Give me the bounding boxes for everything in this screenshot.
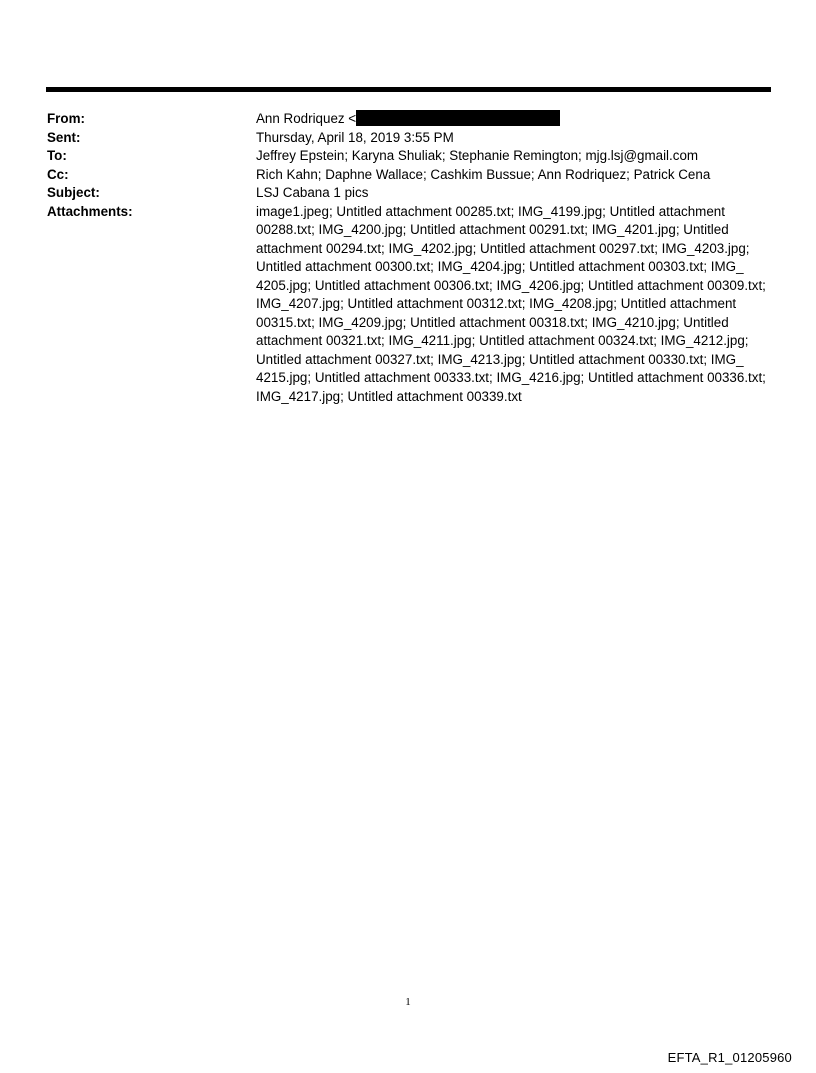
to-row — [47, 147, 772, 166]
attachments-line: 4205.jpg; Untitled attachment 00306.txt; IMG_4206.jpg; Untitled attachment 00309.txt; — [256, 277, 766, 293]
from-label: From: — [47, 111, 85, 126]
attachments-line: 00288.txt; IMG_4200.jpg; Untitled attachment 00291.txt; IMG_4201.jpg; Untitled — [256, 222, 729, 237]
attachments-line: attachment 00321.txt; IMG_4211.jpg; Untitled attachment 00324.txt; IMG_4212.jpg; — [256, 333, 749, 348]
attachments-value — [256, 203, 772, 407]
cc-label: Cc: — [47, 166, 69, 182]
to-value: Jeffrey Epstein; Karyna Shuliak; Stephanie Remington; mjg.lsj@gmail.com — [256, 148, 699, 163]
attachments-row — [47, 203, 772, 407]
attachments-line: image1.jpeg; Untitled attachment 00285.txt; IMG_4199.jpg; Untitled attachment — [256, 203, 725, 219]
attachments-line: 00315.txt; IMG_4209.jpg; Untitled attachment 00318.txt; IMG_4210.jpg; Untitled — [256, 314, 729, 330]
cc-value: Rich Kahn; Daphne Wallace; Cashkim Bussue; Ann Rodriquez; Patrick Cena — [256, 166, 711, 182]
from-sender-name: Ann Rodriquez < — [256, 111, 357, 126]
subject-value: LSJ Cabana 1 pics — [256, 185, 369, 200]
attachments-line: IMG_4217.jpg; Untitled attachment 00339.txt — [256, 388, 522, 404]
sent-row — [47, 129, 772, 148]
page-number: 1 — [405, 996, 411, 1008]
attachments-line: attachment 00294.txt; IMG_4202.jpg; Untitled attachment 00297.txt; IMG_4203.jpg; — [256, 240, 750, 256]
attachments-line: IMG_4207.jpg; Untitled attachment 00312.txt; IMG_4208.jpg; Untitled attachment — [256, 296, 737, 311]
redaction-box — [356, 110, 560, 126]
to-label: To: — [47, 148, 67, 163]
sent-label: Sent: — [47, 129, 81, 145]
cc-row — [47, 166, 772, 185]
sent-value: Thursday, April 18, 2019 3:55 PM — [256, 129, 454, 145]
header-rule — [46, 87, 771, 92]
subject-row — [47, 184, 772, 203]
attachments-label: Attachments: — [47, 203, 133, 219]
attachments-line: 4215.jpg; Untitled attachment 00333.txt; IMG_4216.jpg; Untitled attachment 00336.txt; — [256, 370, 766, 385]
email-header — [47, 110, 772, 406]
from-row — [47, 110, 772, 129]
subject-label: Subject: — [47, 185, 100, 200]
from-value — [256, 110, 772, 129]
attachments-line: Untitled attachment 00300.txt; IMG_4204.jpg; Untitled attachment 00303.txt; IMG_ — [256, 259, 744, 274]
attachments-line: Untitled attachment 00327.txt; IMG_4213.jpg; Untitled attachment 00330.txt; IMG_ — [256, 351, 744, 367]
document-id: EFTA_R1_01205960 — [667, 1050, 792, 1065]
